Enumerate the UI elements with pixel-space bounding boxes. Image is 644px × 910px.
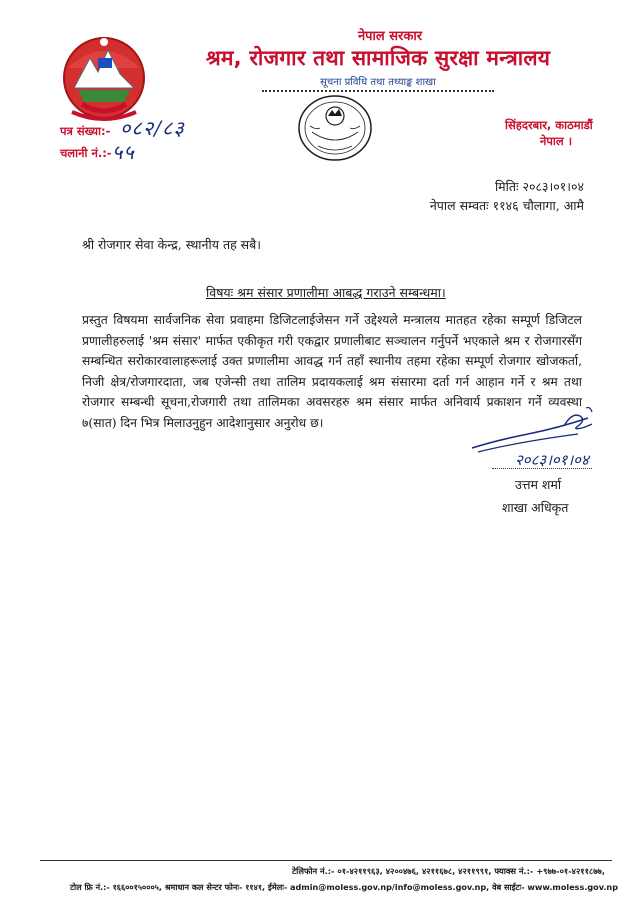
dispatch-number-label: चलानी नं.:- bbox=[60, 146, 112, 160]
dispatch-number-value: ५५ bbox=[112, 140, 135, 164]
footer-contact-line1: टेलिफोन नं.:- ०१-४२११९६३, ४२००४७६, ४२११६७८, ४२११९९१, फ्याक्स नं.:- +९७७-०१-४२११८७७, bbox=[291, 866, 605, 876]
signatory-title: शाखा अधिकृत bbox=[502, 500, 569, 515]
ministry-title: श्रम, रोजगार तथा सामाजिक सुरक्षा मन्त्रालय bbox=[205, 46, 551, 70]
government-title: नेपाल सरकार bbox=[357, 29, 423, 44]
signature-divider bbox=[492, 468, 592, 469]
office-seal-stamp-icon bbox=[296, 92, 374, 164]
letter-date: मितिः २०८३।०१।०४ bbox=[494, 179, 584, 194]
footer-contact-line2: टोल फ्रि नं.:- १६६००१५०००५, श्रमाधान कल सेन्टर फोनः- ११४१, ईमेलः- admin@moless.gov.np/info@moless.gov.np, वेब साईटः- www.moless.gov.np bbox=[69, 882, 618, 892]
letter-number-value: ०८२/८३ bbox=[120, 116, 185, 140]
office-address-line1: सिंहदरबार, काठमाडौं bbox=[505, 118, 593, 132]
signatory-name: उत्तम शर्मा bbox=[515, 477, 562, 492]
nepal-sambat-date: नेपाल सम्वतः ११४६ चौलागा, आमै bbox=[429, 198, 584, 213]
addressee: श्री रोजगार सेवा केन्द्र, स्थानीय तह सबै। bbox=[82, 237, 262, 252]
nepal-emblem-icon bbox=[58, 28, 150, 128]
office-address-line2: नेपाल । bbox=[540, 134, 573, 148]
branch-title: सूचना प्रविधि तथा तथ्याङ्क शाखा bbox=[320, 77, 436, 88]
letter-body: प्रस्तुत विषयमा सार्वजनिक सेवा प्रवाहमा डिजिटलाईजेसन गर्ने उद्देश्यले मन्त्रालय मातहत रहेका सम्पूर्ण डिजिटल प्रणालीहरुलाई 'श्रम संसार' मार्फत एकीकृत गरी एकद्वार प्रणालीबाट सञ्चालन गर्नुपर्ने भएकाले श्रम र रोजगारसँग सम्बन्धित सरोकारवालाहरूलाई उक्त प्रणालीमा आवद्ध गर्न तहाँ स्थानीय तहमा रहेका सम्पूर्ण रोजगार खोजकर्ता, निजी क्षेत्र/रोजगारदाता, जब एजेन्सी तथा तालिम प्रदायकलाई श्रम संसारमा दर्ता गर्न आहान गर्ने र श्रम तथा रोजगार सम्बन्धी सूचना,रोजगारी तथा तालिमका अवसरहरु श्रम संसार मार्फत अनिवार्य प्रकाशन गर्ने व्यवस्था ७(सात) दिन भित्र मिलाउनुहुन आदेशानुसार अनुरोध छ। bbox=[82, 313, 582, 430]
footer-divider bbox=[40, 860, 612, 861]
subject-line: विषयः श्रम संसार प्रणालीमा आबद्ध गराउने सम्बन्धमा। bbox=[206, 285, 446, 300]
signature-date: २०८३।०१।०४ bbox=[515, 451, 589, 469]
letter-number-label: पत्र संख्या:- bbox=[60, 124, 111, 138]
